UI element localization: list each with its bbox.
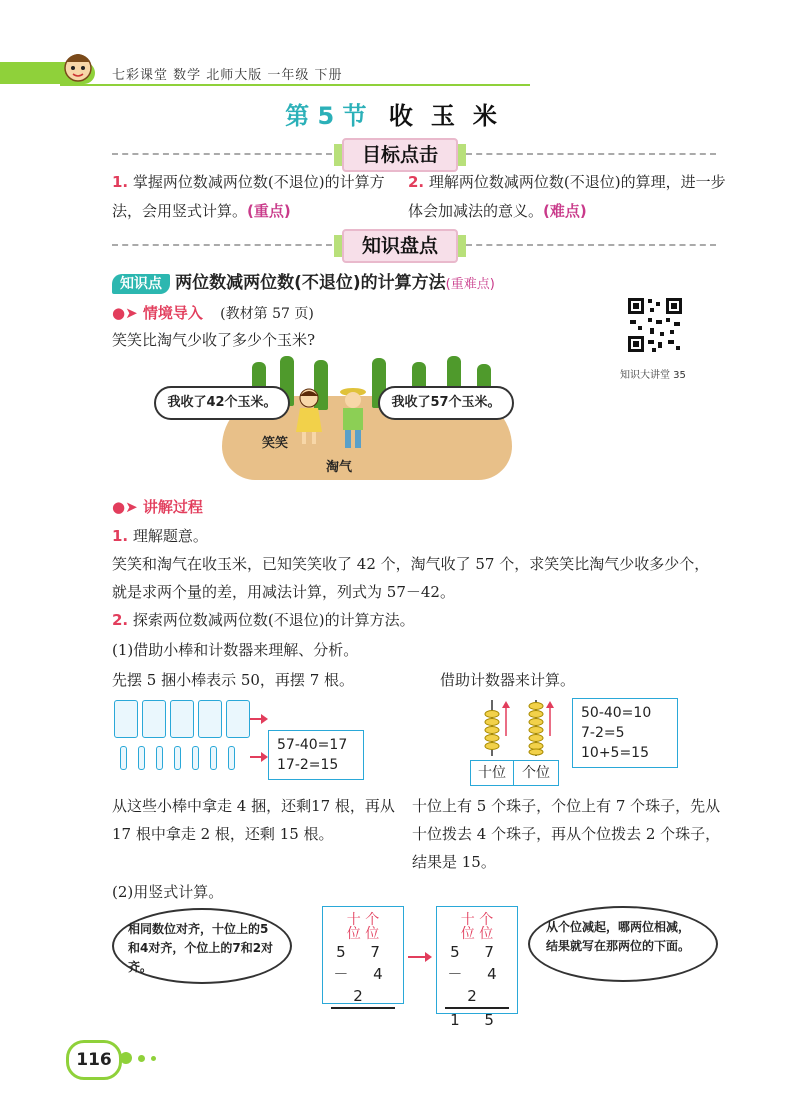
vertical-calc-1-top: 5 7 bbox=[336, 943, 390, 961]
sticks-eq-2: 17-2=15 bbox=[277, 757, 339, 773]
eye-arrow-icon: ●➤ bbox=[112, 304, 138, 322]
knowledge-banner: 知识盘点 bbox=[342, 229, 458, 263]
goal-2 bbox=[408, 168, 728, 226]
vertical-calc-2 bbox=[436, 906, 518, 1029]
eye-arrow-icon: ●➤ bbox=[112, 498, 138, 516]
intro-title: 情境导入 bbox=[142, 304, 203, 322]
intro-question: 笑笑比淘气少收了多少个玉米? bbox=[112, 331, 316, 349]
knowledge-point bbox=[112, 268, 495, 293]
sticks-caption: 先摆 5 捆小棒表示 50，再摆 7 根。 bbox=[112, 671, 355, 689]
page-number: 116 bbox=[66, 1040, 122, 1080]
qr-code bbox=[626, 296, 684, 354]
step-2 bbox=[112, 606, 415, 634]
vertical-calc-2-head: 十 个 bbox=[460, 912, 494, 928]
step-1 bbox=[112, 522, 208, 550]
vertical-calc-1-head: 十 个 bbox=[346, 912, 380, 928]
vertical-calc-2-top: 5 7 bbox=[450, 943, 504, 961]
arrow-icon bbox=[408, 956, 426, 958]
goals-banner: 目标点击 bbox=[342, 138, 458, 172]
step-1-text: 理解题意。 bbox=[132, 527, 208, 545]
header-line bbox=[60, 84, 530, 86]
section-name: 收玉米 bbox=[388, 102, 515, 130]
goal-1-number: 1. bbox=[112, 173, 129, 191]
abacus-caption: 借助计数器来计算。 bbox=[440, 671, 576, 689]
book-title: 七彩课堂 数学 北师大版 一年级 下册 bbox=[112, 68, 343, 83]
speech-bubble-xiaoxiao: 我收了42个玉米。 bbox=[154, 386, 290, 420]
divider-right-2 bbox=[466, 244, 716, 246]
abacus-label-ones: 个位 bbox=[513, 760, 559, 786]
abacus-equations bbox=[572, 698, 678, 768]
abacus-eq-3: 10+5=15 bbox=[581, 745, 649, 761]
vertical-calc-1 bbox=[322, 906, 404, 1004]
dot-icon bbox=[151, 1056, 156, 1061]
knowledge-point-title: 两位数减两位数(不退位)的计算方法 bbox=[175, 273, 446, 293]
step-2-number: 2. bbox=[112, 611, 129, 629]
intro-head bbox=[112, 302, 314, 323]
vertical-calc-1-sub: － 4 2 bbox=[333, 965, 393, 1005]
sticks-equations bbox=[268, 730, 364, 780]
name-taoqi: 淘气 bbox=[326, 460, 353, 475]
boy-figure bbox=[338, 386, 368, 454]
sticks-body: 从这些小棒中拿走 4 捆，还剩17 根，再从 17 根中拿走 2 根，还剩 15 根。 bbox=[112, 797, 395, 843]
dot-icon bbox=[138, 1055, 145, 1062]
goal-2-number: 2. bbox=[408, 173, 425, 191]
arrow-icon bbox=[250, 718, 262, 720]
step-2-text: 探索两位数减两位数(不退位)的计算方法。 bbox=[132, 611, 415, 629]
speech-bubble-taoqi: 我收了57个玉米。 bbox=[378, 386, 514, 420]
vertical-calc-2-head-2: 位 位 bbox=[460, 926, 494, 942]
mascot-icon bbox=[58, 44, 98, 84]
abacus-eq-1: 50-40=10 bbox=[581, 705, 652, 721]
vertical-calc-2-result: 1 5 bbox=[450, 1010, 504, 1029]
goal-1 bbox=[112, 168, 397, 226]
goal-1-text: 掌握两位数减两位数(不退位)的计算方法，会用竖式计算。 bbox=[112, 173, 385, 220]
knowledge-point-tag: 知识点 bbox=[112, 274, 170, 294]
section-title bbox=[0, 96, 800, 131]
abacus-body: 十位上有 5 个珠子，个位上有 7 个珠子，先从十位拨去 4 个珠子，再从个位拨去 2 个珠子，结果是 15。 bbox=[412, 797, 721, 871]
part-2: (2)用竖式计算。 bbox=[112, 883, 224, 901]
girl-figure bbox=[294, 386, 324, 450]
qr-label: 知识大讲堂 35 bbox=[620, 370, 686, 381]
sticks-eq-1: 57-40=17 bbox=[277, 737, 348, 753]
process-head bbox=[112, 496, 203, 517]
intro-ref: (教材第 57 页) bbox=[220, 306, 314, 322]
name-xiaoxiao: 笑笑 bbox=[262, 436, 289, 451]
speech-bubble-left: 相同数位对齐，十位上的5和4对齐，个位上的7和2对齐。 bbox=[112, 908, 292, 984]
dot-icon bbox=[120, 1052, 132, 1064]
goal-2-text: 理解两位数减两位数(不退位)的算理，进一步体会加减法的意义。 bbox=[408, 173, 726, 220]
section-number: 第 5 节 bbox=[285, 102, 367, 130]
knowledge-point-note: (重难点) bbox=[445, 277, 495, 292]
abacus-eq-2: 7-2=5 bbox=[581, 725, 625, 741]
sticks-diagram bbox=[114, 700, 264, 770]
vertical-calc-2-sub: － 4 2 bbox=[447, 965, 507, 1005]
divider-left bbox=[112, 153, 332, 155]
speech-bubble-right: 从个位减起，哪两位相减，结果就写在那两位的下面。 bbox=[528, 906, 718, 982]
arrow-icon bbox=[250, 756, 262, 758]
divider-left-2 bbox=[112, 244, 332, 246]
process-title: 讲解过程 bbox=[142, 498, 203, 516]
step-1-number: 1. bbox=[112, 527, 129, 545]
vertical-calc-1-head-2: 位 位 bbox=[346, 926, 380, 942]
goal-1-tag: (重点) bbox=[247, 202, 291, 220]
goal-2-tag: (难点) bbox=[543, 202, 587, 220]
step-1-body: 笑笑和淘气在收玉米，已知笑笑收了 42 个，淘气收了 57 个，求笑笑比淘气少收多少个，就是求两个量的差，用减法计算，列式为 57－42。 bbox=[112, 555, 710, 601]
abacus-label-tens: 十位 bbox=[470, 760, 514, 786]
part-1: (1)借助小棒和计数器来理解、分析。 bbox=[112, 641, 359, 659]
divider-right bbox=[466, 153, 716, 155]
